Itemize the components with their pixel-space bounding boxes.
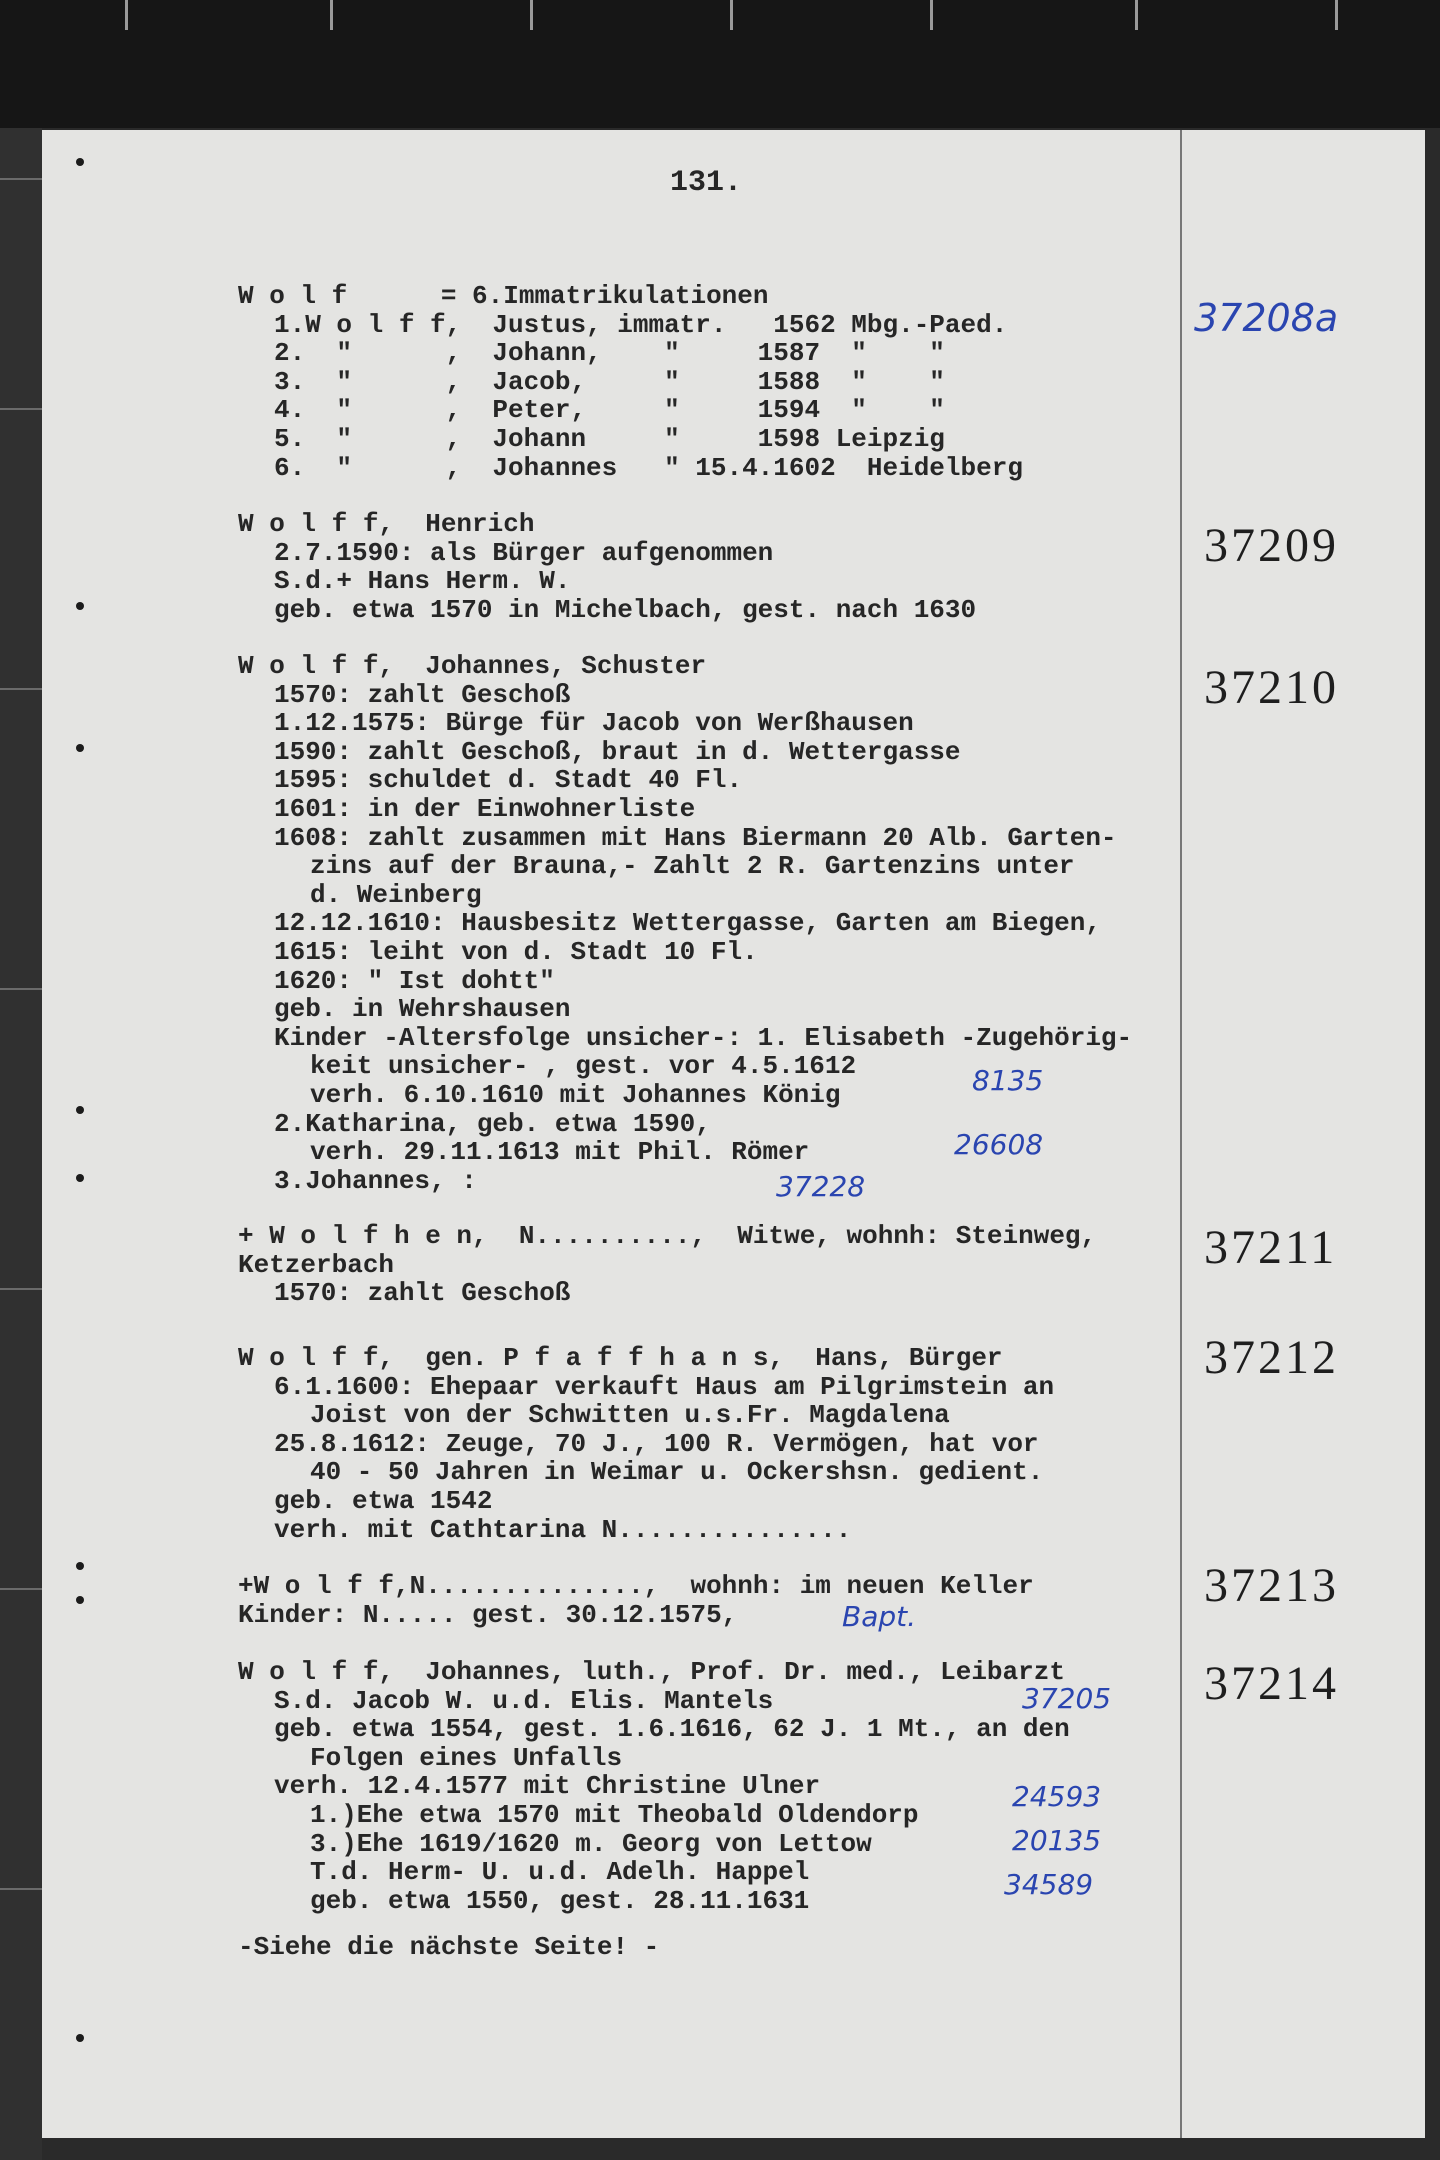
film-strip-left	[0, 128, 42, 2160]
entry-line: 1.12.1575: Bürge für Jacob von Werßhausen	[274, 708, 914, 739]
punch-hole	[76, 2034, 84, 2042]
entry-line: 6.1.1600: Ehepaar verkauft Haus am Pilgrimstein an	[274, 1371, 1055, 1402]
handwritten-reference: 37228	[776, 1170, 866, 1203]
entry-line: 3. " , Jacob, " 1588 " "	[274, 366, 945, 397]
entry-heading: W o l f f, Johannes, Schuster	[238, 651, 707, 681]
entry-line: verh. 29.11.1613 mit Phil. Römer	[310, 1137, 810, 1168]
entry-37208a	[238, 282, 1023, 482]
entry-37209	[238, 510, 976, 624]
entry-line: keit unsicher- , gest. vor 4.5.1612	[310, 1051, 857, 1082]
film-strip-top	[0, 0, 1440, 128]
entry-heading: + W o l f h e n, N.........., Witwe, wohnh: Steinweg,	[238, 1221, 1097, 1251]
entry-line: verh. 6.10.1610 mit Johannes König	[310, 1079, 841, 1110]
film-marker	[0, 988, 42, 990]
film-marker	[0, 408, 42, 410]
entry-37210	[238, 652, 1132, 1195]
punch-hole	[76, 1106, 84, 1114]
entry-37214	[238, 1658, 1070, 1915]
document-page	[42, 130, 1425, 2138]
entry-line: verh. mit Cathtarina N...............	[274, 1514, 852, 1545]
entry-line: 1601: in der Einwohnerliste	[274, 793, 696, 824]
handwritten-reference: 26608	[954, 1128, 1044, 1161]
entry-line: 1608: zahlt zusammen mit Hans Biermann 20 Alb. Garten-	[274, 822, 1117, 853]
handwritten-reference: 24593	[1012, 1780, 1102, 1813]
entry-37212	[238, 1344, 1054, 1544]
entry-heading: +W o l f f,N.............., wohnh: im neuen Keller	[238, 1571, 1034, 1601]
entry-line: verh. 12.4.1577 mit Christine Ulner	[274, 1771, 821, 1802]
record-number: 37213	[1204, 1559, 1339, 1612]
record-number: 37212	[1204, 1331, 1339, 1384]
entry-line: 1590: zahlt Geschoß, braut in d. Wettergasse	[274, 736, 961, 767]
entry-line: geb. in Wehrshausen	[274, 994, 571, 1025]
entry-line: geb. etwa 1542	[274, 1485, 493, 1516]
handwritten-record-number: 37208a	[1194, 296, 1339, 340]
entry-line: 1570: zahlt Geschoß	[274, 679, 571, 710]
film-marker	[730, 0, 733, 30]
entry-line: 3.Johannes, :	[274, 1165, 477, 1196]
film-marker	[0, 1888, 42, 1890]
punch-hole	[76, 1596, 84, 1604]
entry-line: zins auf der Brauna,- Zahlt 2 R. Gartenzins unter	[310, 851, 1075, 882]
film-marker	[0, 178, 42, 180]
film-marker	[1135, 0, 1138, 30]
film-marker	[930, 0, 933, 30]
entry-line: 25.8.1612: Zeuge, 70 J., 100 R. Vermögen, hat vor	[274, 1428, 1039, 1459]
entry-line: 2.Katharina, geb. etwa 1590,	[274, 1108, 711, 1139]
record-number: 37210	[1204, 661, 1339, 714]
film-marker	[530, 0, 533, 30]
entry-line: 1615: leiht von d. Stadt 10 Fl.	[274, 936, 758, 967]
entry-line: 1570: zahlt Geschoß	[274, 1278, 571, 1309]
record-number: 37214	[1204, 1657, 1339, 1710]
entry-line: S.d.+ Hans Herm. W.	[274, 566, 571, 597]
film-marker	[0, 688, 42, 690]
entry-line: 6. " , Johannes " 15.4.1602 Heidelberg	[274, 452, 1023, 483]
punch-hole	[76, 1174, 84, 1182]
entry-line: 1620: " Ist dohtt"	[274, 965, 555, 996]
entry-heading: W o l f f, Johannes, luth., Prof. Dr. med., Leibarzt	[238, 1657, 1065, 1687]
entry-line: Kinder -Altersfolge unsicher-: 1. Elisabeth -Zugehörig-	[274, 1022, 1133, 1053]
handwritten-reference: 20135	[1012, 1824, 1102, 1857]
entry-line: 3.)Ehe 1619/1620 m. Georg von Lettow	[310, 1828, 872, 1859]
punch-hole	[76, 1562, 84, 1570]
entry-line: 4. " , Peter, " 1594 " "	[274, 395, 945, 426]
entry-line: 1.)Ehe etwa 1570 mit Theobald Oldendorp	[310, 1799, 919, 1830]
entry-line: 40 - 50 Jahren in Weimar u. Ockershsn. gedient.	[310, 1457, 1044, 1488]
entry-line: 1.W o l f f, Justus, immatr. 1562 Mbg.-Paed.	[274, 309, 1008, 340]
entry-line: S.d. Jacob W. u.d. Elis. Mantels	[274, 1685, 774, 1716]
entry-line: Folgen eines Unfalls	[310, 1742, 623, 1773]
entry-line: Ketzerbach	[238, 1249, 395, 1280]
record-number: 37211	[1204, 1221, 1338, 1274]
entry-line: Kinder: N..... gest. 30.12.1575,	[238, 1599, 738, 1630]
handwritten-reference: 8135	[972, 1064, 1044, 1097]
entry-line: 2.7.1590: als Bürger aufgenommen	[274, 537, 774, 568]
punch-hole	[76, 602, 84, 610]
entry-line: Joist von der Schwitten u.s.Fr. Magdalena	[310, 1400, 950, 1431]
page-number: 131.	[670, 166, 743, 200]
entry-line: d. Weinberg	[310, 879, 482, 910]
entry-heading: W o l f f, Henrich	[238, 509, 535, 539]
handwritten-reference: 34589	[1004, 1868, 1094, 1901]
film-marker	[0, 1288, 42, 1290]
entry-line: 1595: schuldet d. Stadt 40 Fl.	[274, 765, 743, 796]
film-marker	[1335, 0, 1338, 30]
film-marker	[330, 0, 333, 30]
entry-heading: W o l f = 6.Immatrikulationen	[238, 281, 769, 311]
entry-line: geb. etwa 1570 in Michelbach, gest. nach 1630	[274, 594, 977, 625]
handwritten-reference: 37205	[1022, 1682, 1112, 1715]
entry-line: 5. " , Johann " 1598 Leipzig	[274, 423, 945, 454]
punch-hole	[76, 744, 84, 752]
entry-line: geb. etwa 1554, gest. 1.6.1616, 62 J. 1 Mt., an den	[274, 1714, 1070, 1745]
record-number: 37209	[1204, 519, 1339, 572]
punch-hole	[76, 158, 84, 166]
column-divider	[1180, 130, 1182, 2138]
film-marker	[0, 1588, 42, 1590]
film-marker	[125, 0, 128, 30]
entry-line: geb. etwa 1550, gest. 28.11.1631	[310, 1885, 810, 1916]
entry-37211	[238, 1222, 1096, 1308]
entry-line: T.d. Herm- U. u.d. Adelh. Happel	[310, 1857, 810, 1888]
entry-heading: W o l f f, gen. P f a f f h a n s, Hans, Bürger	[238, 1343, 1003, 1373]
continuation-note: -Siehe die nächste Seite! -	[238, 1932, 660, 1962]
entry-line: 2. " , Johann, " 1587 " "	[274, 338, 945, 369]
entry-line: 12.12.1610: Hausbesitz Wettergasse, Garten am Biegen,	[274, 908, 1101, 939]
handwritten-note: Bapt.	[842, 1600, 917, 1633]
